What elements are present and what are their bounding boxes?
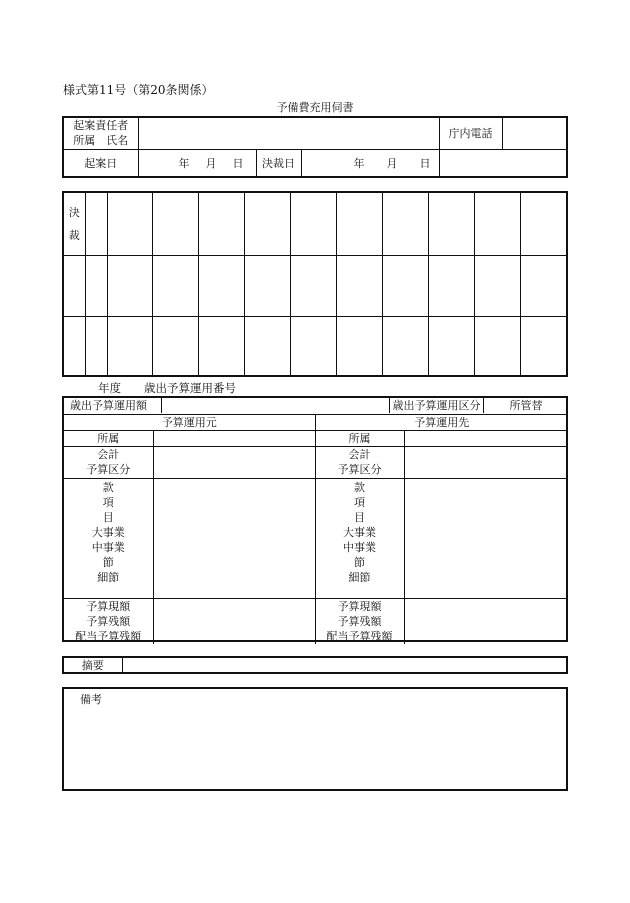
header-blank <box>439 149 566 178</box>
dest-balance-label: 予算現額 予算残額 配当予算残額 <box>315 598 404 644</box>
dest-affiliation-label: 所属 <box>315 430 404 446</box>
source-account-value[interactable] <box>153 446 315 478</box>
drafter-value[interactable] <box>138 118 439 149</box>
phone-label: 庁内電話 <box>439 118 502 149</box>
dest-header: 予算運用先 <box>315 414 568 430</box>
dest-account-value[interactable] <box>404 446 568 478</box>
source-balance-label: 予算現額 予算残額 配当予算残額 <box>64 598 153 644</box>
category-label: 歳出予算運用区分 <box>390 398 484 413</box>
dest-account-label: 会計 予算区分 <box>315 446 404 478</box>
remarks-box[interactable] <box>62 687 568 791</box>
form-title: 予備費充用伺書 <box>276 101 354 114</box>
source-account-label: 会計 予算区分 <box>64 446 153 478</box>
header-table <box>62 116 568 178</box>
approval-label: 決 裁 <box>64 193 85 255</box>
budget-table <box>62 396 568 642</box>
dest-items-label: 款 項 目 大事業 中事業 節 細節 <box>315 478 404 598</box>
source-header: 予算運用元 <box>64 414 315 430</box>
dest-balance-value[interactable] <box>404 598 568 644</box>
source-items-value[interactable] <box>153 478 315 598</box>
draft-date-value[interactable]: 年 月 日 <box>138 149 256 178</box>
source-affiliation-value[interactable] <box>153 430 315 446</box>
amount-label: 歳出予算運用額 <box>64 398 162 413</box>
decision-date-value[interactable]: 年 月 日 <box>301 149 439 178</box>
budget-number-label: 歳出予算運用番号 <box>144 381 236 395</box>
dest-affiliation-value[interactable] <box>404 430 568 446</box>
phone-value[interactable] <box>502 118 566 149</box>
draft-date-label: 起案日 <box>64 149 138 178</box>
approval-grid <box>62 191 568 377</box>
decision-date-label: 決裁日 <box>256 149 301 178</box>
summary-label: 摘要 <box>64 658 122 673</box>
remarks-label: 備考 <box>80 693 102 706</box>
amount-value[interactable] <box>162 398 390 413</box>
source-affiliation-label: 所属 <box>64 430 153 446</box>
summary-value[interactable] <box>122 658 566 673</box>
drafter-label: 起案責任者 所属 氏名 <box>64 118 138 149</box>
dest-items-value[interactable] <box>404 478 568 598</box>
transfer-label: 所管替 <box>509 399 543 413</box>
fiscal-year-label: 年度 <box>98 381 121 395</box>
source-balance-value[interactable] <box>153 598 315 644</box>
source-items-label: 款 項 目 大事業 中事業 節 細節 <box>64 478 153 598</box>
form-number: 様式第11号（第20条関係） <box>63 83 214 97</box>
summary-table <box>62 656 568 674</box>
